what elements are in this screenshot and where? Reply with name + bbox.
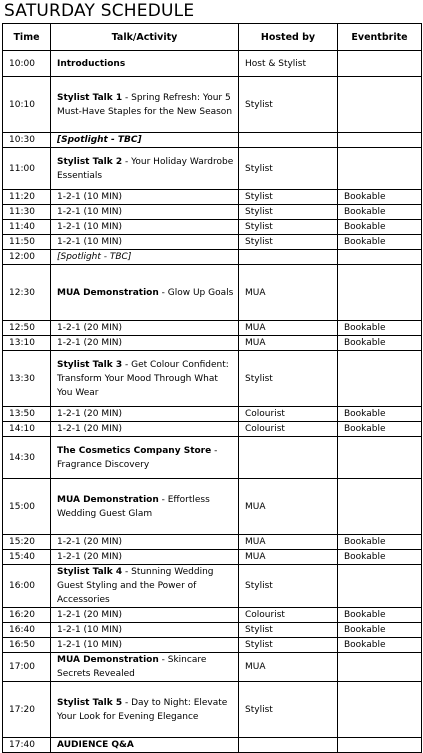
eventbrite-cell: Bookable — [338, 535, 422, 550]
eventbrite-cell — [338, 250, 422, 265]
talk-description: - Skincare Secrets Revealed — [57, 655, 207, 679]
talk-title: Introductions — [57, 58, 126, 69]
talk-description: 1-2-1 (20 MIN) — [57, 323, 123, 333]
time-cell: 11:20 — [3, 190, 51, 205]
table-row — [3, 407, 422, 422]
host-cell: Stylist — [239, 682, 338, 738]
talk-cell — [51, 479, 239, 535]
table-row — [3, 437, 422, 479]
talk-cell — [51, 407, 239, 422]
table-row — [3, 148, 422, 190]
talk-cell — [51, 133, 239, 148]
talk-description: 1-2-1 (20 MIN) — [57, 537, 123, 547]
table-row — [3, 550, 422, 565]
talk-cell — [51, 220, 239, 235]
time-cell: 17:20 — [3, 682, 51, 738]
table-row — [3, 336, 422, 351]
schedule-rows — [3, 51, 422, 753]
host-cell: Stylist — [239, 351, 338, 407]
table-row — [3, 250, 422, 265]
time-cell: 12:50 — [3, 321, 51, 336]
table-row — [3, 638, 422, 653]
host-cell: MUA — [239, 336, 338, 351]
talk-cell — [51, 190, 239, 205]
time-cell: 11:00 — [3, 148, 51, 190]
time-cell: 12:00 — [3, 250, 51, 265]
time-cell: 14:30 — [3, 437, 51, 479]
table-row — [3, 351, 422, 407]
table-row — [3, 682, 422, 738]
talk-title: MUA Demonstration — [57, 287, 159, 298]
talk-cell — [51, 608, 239, 623]
host-cell: MUA — [239, 479, 338, 535]
talk-cell — [51, 235, 239, 250]
talk-description: - Day to Night: Elevate Your Look for Evening Elegance — [57, 697, 228, 722]
talk-description: - Glow Up Goals — [158, 287, 234, 298]
eventbrite-cell — [338, 479, 422, 535]
talk-description: [Spotlight - TBC] — [57, 252, 132, 262]
talk-cell — [51, 738, 239, 753]
talk-cell — [51, 653, 239, 682]
header-row — [3, 24, 422, 51]
talk-cell — [51, 205, 239, 220]
header-eventbrite: Eventbrite — [338, 24, 422, 51]
host-cell — [239, 250, 338, 265]
host-cell: MUA — [239, 550, 338, 565]
header-hosted-by: Hosted by — [239, 24, 338, 51]
talk-cell — [51, 638, 239, 653]
table-row — [3, 565, 422, 608]
time-cell: 13:10 — [3, 336, 51, 351]
talk-cell — [51, 682, 239, 738]
time-cell: 11:30 — [3, 205, 51, 220]
eventbrite-cell — [338, 148, 422, 190]
table-row — [3, 51, 422, 77]
time-cell: 15:40 — [3, 550, 51, 565]
eventbrite-cell: Bookable — [338, 638, 422, 653]
table-row — [3, 479, 422, 535]
host-cell: Stylist — [239, 235, 338, 250]
talk-cell — [51, 550, 239, 565]
talk-title: MUA Demonstration — [57, 494, 159, 505]
table-row — [3, 133, 422, 148]
talk-description: - Fragrance Discovery — [57, 445, 218, 470]
talk-title: Stylist Talk 3 — [57, 359, 123, 370]
host-cell: Colourist — [239, 608, 338, 623]
table-row — [3, 235, 422, 250]
time-cell: 17:00 — [3, 653, 51, 682]
time-cell: 16:40 — [3, 623, 51, 638]
host-cell: Stylist — [239, 638, 338, 653]
eventbrite-cell: Bookable — [338, 235, 422, 250]
talk-cell — [51, 623, 239, 638]
host-cell — [239, 437, 338, 479]
host-cell: MUA — [239, 535, 338, 550]
table-row — [3, 220, 422, 235]
talk-description: 1-2-1 (20 MIN) — [57, 610, 123, 620]
time-cell: 16:00 — [3, 565, 51, 608]
table-row — [3, 422, 422, 437]
time-cell: 17:40 — [3, 738, 51, 753]
eventbrite-cell — [338, 77, 422, 133]
time-cell: 13:30 — [3, 351, 51, 407]
schedule-table — [2, 23, 422, 753]
time-cell: 10:10 — [3, 77, 51, 133]
header-time: Time — [3, 24, 51, 51]
eventbrite-cell — [338, 653, 422, 682]
time-cell: 13:50 — [3, 407, 51, 422]
table-row — [3, 321, 422, 336]
host-cell: Stylist — [239, 77, 338, 133]
table-row — [3, 77, 422, 133]
time-cell: 15:00 — [3, 479, 51, 535]
table-row — [3, 190, 422, 205]
time-cell: 16:50 — [3, 638, 51, 653]
time-cell: 11:40 — [3, 220, 51, 235]
talk-title: Stylist Talk 4 — [57, 567, 123, 577]
talk-title: [Spotlight - TBC] — [57, 135, 142, 145]
eventbrite-cell — [338, 51, 422, 77]
host-cell — [239, 738, 338, 753]
talk-cell — [51, 422, 239, 437]
host-cell: MUA — [239, 265, 338, 321]
eventbrite-cell: Bookable — [338, 422, 422, 437]
talk-cell — [51, 265, 239, 321]
talk-cell — [51, 565, 239, 608]
eventbrite-cell: Bookable — [338, 623, 422, 638]
talk-cell — [51, 51, 239, 77]
eventbrite-cell — [338, 265, 422, 321]
host-cell: Stylist — [239, 565, 338, 608]
header-talk-activity: Talk/Activity — [51, 24, 239, 51]
table-row — [3, 608, 422, 623]
eventbrite-cell: Bookable — [338, 220, 422, 235]
talk-description: 1-2-1 (20 MIN) — [57, 424, 123, 434]
talk-cell — [51, 77, 239, 133]
table-row — [3, 535, 422, 550]
eventbrite-cell: Bookable — [338, 407, 422, 422]
talk-description: 1-2-1 (20 MIN) — [57, 409, 123, 419]
host-cell — [239, 133, 338, 148]
host-cell: Stylist — [239, 148, 338, 190]
talk-description: 1-2-1 (10 MIN) — [57, 640, 123, 650]
time-cell: 15:20 — [3, 535, 51, 550]
host-cell: MUA — [239, 653, 338, 682]
page-title: SATURDAY SCHEDULE — [4, 1, 195, 21]
talk-cell — [51, 351, 239, 407]
talk-description: 1-2-1 (20 MIN) — [57, 338, 123, 348]
talk-cell — [51, 250, 239, 265]
talk-cell — [51, 535, 239, 550]
eventbrite-cell — [338, 738, 422, 753]
talk-description: - Stunning Wedding Guest Styling and the Power of Accessories — [57, 567, 214, 605]
table-row — [3, 265, 422, 321]
time-cell: 14:10 — [3, 422, 51, 437]
host-cell: Colourist — [239, 407, 338, 422]
host-cell: Colourist — [239, 422, 338, 437]
talk-cell — [51, 437, 239, 479]
talk-description: 1-2-1 (10 MIN) — [57, 237, 123, 247]
time-cell: 10:30 — [3, 133, 51, 148]
eventbrite-cell: Bookable — [338, 336, 422, 351]
table-row — [3, 653, 422, 682]
host-cell: Stylist — [239, 623, 338, 638]
table-row — [3, 738, 422, 753]
host-cell: Host & Stylist — [239, 51, 338, 77]
talk-description: 1-2-1 (10 MIN) — [57, 207, 123, 217]
talk-title: The Cosmetics Company Store — [57, 445, 212, 456]
eventbrite-cell — [338, 565, 422, 608]
talk-title: AUDIENCE Q&A — [57, 740, 134, 750]
host-cell: Stylist — [239, 190, 338, 205]
talk-description: 1-2-1 (10 MIN) — [57, 192, 123, 202]
table-row — [3, 205, 422, 220]
host-cell: Stylist — [239, 205, 338, 220]
eventbrite-cell — [338, 682, 422, 738]
eventbrite-cell: Bookable — [338, 550, 422, 565]
talk-description: - Your Holiday Wardrobe Essentials — [57, 156, 234, 181]
host-cell: MUA — [239, 321, 338, 336]
eventbrite-cell: Bookable — [338, 205, 422, 220]
eventbrite-cell — [338, 133, 422, 148]
talk-description: 1-2-1 (10 MIN) — [57, 625, 123, 635]
eventbrite-cell: Bookable — [338, 190, 422, 205]
talk-description: - Effortless Wedding Guest Glam — [57, 494, 210, 519]
talk-title: MUA Demonstration — [57, 655, 159, 665]
talk-title: Stylist Talk 5 — [57, 697, 123, 708]
talk-description: 1-2-1 (20 MIN) — [57, 552, 123, 562]
talk-title: Stylist Talk 1 — [57, 92, 123, 103]
talk-description: - Get Colour Confident: Transform Your Mood Through What You Wear — [57, 359, 229, 398]
eventbrite-cell: Bookable — [338, 608, 422, 623]
talk-cell — [51, 321, 239, 336]
time-cell: 16:20 — [3, 608, 51, 623]
eventbrite-cell: Bookable — [338, 321, 422, 336]
eventbrite-cell — [338, 437, 422, 479]
talk-description: - Spring Refresh: Your 5 Must-Have Staples for the New Season — [57, 92, 233, 117]
talk-cell — [51, 336, 239, 351]
host-cell: Stylist — [239, 220, 338, 235]
talk-title: Stylist Talk 2 — [57, 156, 123, 167]
talk-cell — [51, 148, 239, 190]
eventbrite-cell — [338, 351, 422, 407]
time-cell: 10:00 — [3, 51, 51, 77]
time-cell: 12:30 — [3, 265, 51, 321]
talk-description: 1-2-1 (10 MIN) — [57, 222, 123, 232]
table-row — [3, 623, 422, 638]
time-cell: 11:50 — [3, 235, 51, 250]
